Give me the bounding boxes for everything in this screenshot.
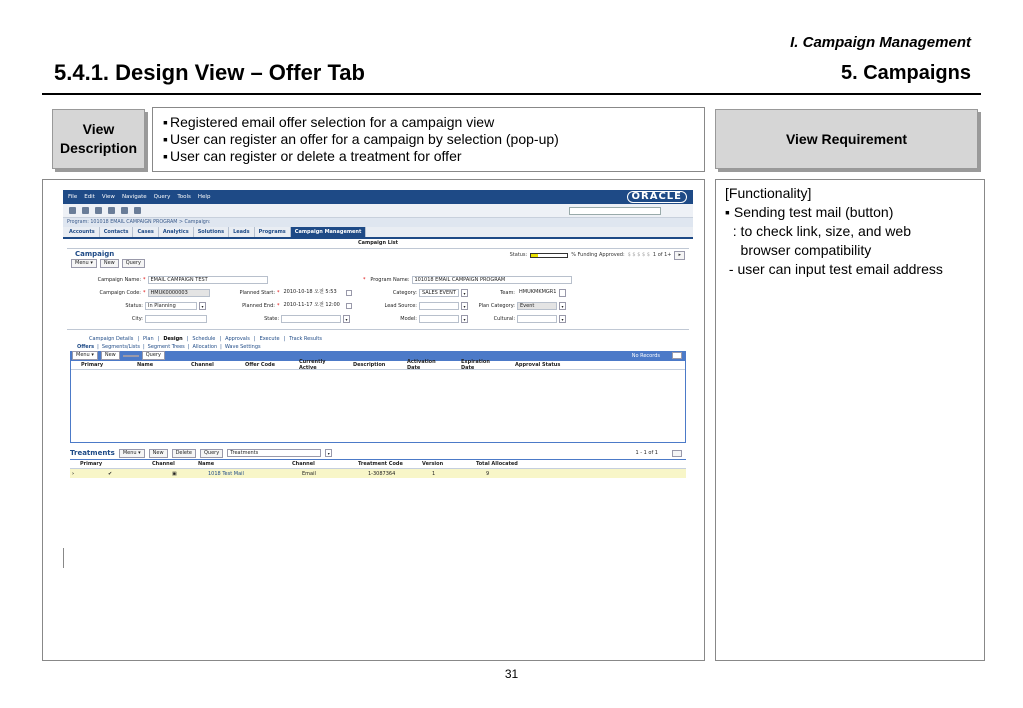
page-number: 31	[504, 667, 519, 681]
column-header[interactable]: Name	[198, 461, 215, 467]
chevron-down-icon[interactable]: ▾	[199, 302, 206, 310]
treatment-version: 1	[432, 470, 436, 477]
view-requirement-box	[715, 109, 978, 169]
menu-file[interactable]: File	[68, 194, 78, 200]
campaign-code-label: Campaign Code:	[99, 290, 141, 296]
city-field	[67, 315, 207, 323]
funding-value: $ $ $ $ $	[627, 252, 650, 258]
subtab-design[interactable]: Design	[163, 335, 183, 342]
subtab-campaign-details[interactable]: Campaign Details	[89, 335, 134, 342]
category-select[interactable]: SALES EVENT	[419, 289, 459, 297]
treatments-select[interactable]: Treatments	[227, 449, 321, 457]
team-input[interactable]: HMUKMKMGR1	[519, 289, 557, 295]
subsection-label: 5. Campaigns	[840, 62, 971, 84]
campaign-code-field: Campaign Code: * HMUK0000003	[67, 289, 210, 297]
record-count: 1 of 1+	[652, 252, 672, 258]
subtab-track-results[interactable]: Track Results	[289, 335, 322, 342]
treatments-delete-button[interactable]: Delete	[172, 449, 196, 458]
offers-disabled-button	[123, 355, 139, 357]
screen-tabs	[63, 227, 693, 239]
column-header[interactable]: Description	[353, 362, 386, 368]
planned-start-label: Planned Start:	[239, 290, 275, 296]
cultural-select[interactable]	[517, 315, 557, 323]
treatments-new-button[interactable]: New	[149, 449, 168, 458]
tab-cases[interactable]: Cases	[133, 227, 158, 237]
city-label: City:	[131, 316, 143, 322]
state-select[interactable]	[281, 315, 341, 323]
tab-analytics[interactable]: Analytics	[159, 227, 194, 237]
description-item: ▪ Registered email offer selection for a campaign view	[163, 114, 704, 131]
column-header[interactable]: Currently Active	[299, 359, 326, 371]
chevron-down-icon[interactable]: ▾	[461, 315, 468, 323]
campaign-code-input: HMUK0000003	[148, 289, 210, 297]
email-channel-icon: ▣	[172, 470, 177, 477]
page-title: 5.4.1. Design View – Offer Tab	[54, 60, 365, 85]
team-label: Team:	[500, 290, 515, 296]
tab-contacts[interactable]: Contacts	[100, 227, 134, 237]
city-input[interactable]	[145, 315, 207, 323]
app-screenshot	[63, 190, 693, 548]
primary-check-icon: ✔	[108, 470, 113, 477]
chevron-down-icon[interactable]: ▾	[325, 449, 332, 457]
menu-help[interactable]: Help	[197, 194, 211, 200]
offers-status: No Records	[631, 352, 660, 359]
undo-icon[interactable]	[108, 207, 115, 214]
design-viewtabs: Offers | Segments/Lists | Segment Trees | Allocation | Wave Settings	[77, 344, 261, 350]
campaign-query-button[interactable]: Query	[122, 259, 145, 268]
oracle-logo: ORACLE	[627, 191, 687, 203]
list-icon[interactable]	[672, 352, 682, 359]
view-description-label: View Description	[59, 121, 137, 156]
campaign-section-title: Campaign	[75, 250, 115, 258]
settings-icon[interactable]	[134, 207, 141, 214]
column-header[interactable]: Name	[137, 362, 154, 368]
chevron-down-icon[interactable]: ▾	[343, 315, 350, 323]
campaign-name-field: Campaign Name: * EMAIL CAMPAIGN TEST	[67, 276, 268, 284]
treatments-title: Treatments	[70, 449, 115, 457]
column-header[interactable]: Expiration Date	[461, 359, 490, 371]
treatments-query-button[interactable]: Query	[200, 449, 223, 458]
column-header[interactable]: Activation Date	[407, 359, 436, 371]
menu-edit[interactable]: Edit	[84, 194, 95, 200]
status-select[interactable]: In Planning	[145, 302, 197, 310]
column-header[interactable]: Total Allocated	[476, 461, 518, 467]
planned-start-input[interactable]: 2010-10-18 오전 5:53	[282, 289, 344, 297]
offers-menu-button[interactable]: Menu ▾	[72, 351, 98, 360]
planned-end-input[interactable]: 2010-11-17 오전 12:00	[282, 302, 344, 310]
program-name-input[interactable]: 101018 EMAIL CAMPAIGN PROGRAM	[412, 276, 572, 284]
subtab-execute[interactable]: Execute	[259, 335, 280, 342]
refresh-icon[interactable]	[121, 207, 128, 214]
treatments-menu-button[interactable]: Menu ▾	[119, 449, 145, 458]
menu-view[interactable]: View	[101, 194, 115, 200]
column-header[interactable]: Channel	[191, 362, 214, 368]
tab-campaign-management[interactable]: Campaign Management	[291, 227, 367, 237]
category-field	[367, 289, 468, 297]
calendar-icon[interactable]	[346, 290, 352, 296]
cultural-label: Cultural:	[493, 316, 515, 322]
lead-source-label: Lead Source:	[384, 303, 417, 309]
treatments-grid	[70, 459, 686, 529]
campaign-subtabs: Campaign Details | Plan | Design | Schedule | Approvals | Execute | Track Results	[89, 335, 322, 342]
chevron-down-icon[interactable]: ▾	[559, 302, 566, 310]
status-bar	[530, 253, 568, 258]
column-header[interactable]: Offer Code	[245, 362, 275, 368]
treatments-grid-header	[70, 460, 686, 469]
requirement-text: [Functionality] ▪ Sending test mail (button) : to check link, size, and web browser compatibility - user can input test email address	[725, 185, 943, 277]
tab-leads[interactable]: Leads	[229, 227, 255, 237]
offers-grid	[70, 360, 686, 443]
tab-programs[interactable]: Programs	[255, 227, 291, 237]
campaign-new-button[interactable]: New	[100, 259, 119, 268]
description-box	[152, 107, 705, 172]
plan-category-select[interactable]: Event	[517, 302, 557, 310]
campaign-list-link[interactable]: Campaign List	[357, 240, 399, 246]
header-divider	[42, 93, 981, 95]
column-header[interactable]: Primary	[80, 461, 103, 467]
model-label: Model:	[400, 316, 417, 322]
description-item: ▪ User can register or delete a treatment for offer	[163, 148, 704, 165]
campaign-menu-button[interactable]: Menu ▾	[71, 259, 97, 268]
status-field-label: Status:	[125, 303, 143, 309]
tab-solutions[interactable]: Solutions	[194, 227, 229, 237]
treatments-count: 1 - 1 of 1	[635, 450, 658, 456]
state-label: State:	[264, 316, 279, 322]
treatment-channel: Email	[302, 470, 316, 477]
section-label: I. Campaign Management	[790, 34, 971, 51]
model-select[interactable]	[419, 315, 459, 323]
menu-tools[interactable]: Tools	[177, 194, 191, 200]
column-header[interactable]: Channel	[292, 461, 315, 467]
row-selector-icon: ›	[72, 470, 75, 477]
subtab-schedule[interactable]: Schedule	[192, 335, 216, 342]
offers-grid-header	[71, 361, 685, 370]
campaign-name-label: Campaign Name:	[97, 277, 141, 283]
subtab-plan[interactable]: Plan	[143, 335, 154, 342]
plan-category-field	[475, 302, 566, 310]
category-label: Category:	[392, 290, 417, 296]
menu-query[interactable]: Query	[153, 194, 171, 200]
model-field	[367, 315, 468, 323]
column-header[interactable]: Treatment Code	[358, 461, 403, 467]
campaign-form	[67, 268, 689, 330]
planned-end-label: Planned End:	[242, 303, 275, 309]
viewtab-segments[interactable]: Segments/Lists	[101, 344, 140, 350]
planned-end-field: Planned End: * 2010-11-17 오전 12:00	[229, 302, 352, 310]
menu-bar	[63, 190, 693, 204]
plan-category-label: Plan Category:	[478, 303, 515, 309]
team-field	[475, 289, 566, 297]
find-icon[interactable]	[82, 207, 89, 214]
viewtab-segment-trees[interactable]: Segment Trees	[147, 344, 185, 350]
description-item: ▪ User can register an offer for a campaign by selection (pop-up)	[163, 131, 704, 148]
chevron-down-icon[interactable]: ▾	[559, 315, 566, 323]
queries-select[interactable]	[569, 207, 661, 215]
treatment-code: 1-3087364	[368, 470, 396, 477]
breadcrumb[interactable]: Program: 101018 EMAIL CAMPAIGN PROGRAM > Campaign:	[63, 218, 693, 227]
status-area	[510, 250, 685, 260]
viewtab-allocation[interactable]: Allocation	[192, 344, 218, 350]
offers-query-button[interactable]: Query	[142, 351, 165, 360]
view-requirement-label: View Requirement	[785, 130, 908, 147]
calendar-icon[interactable]	[346, 303, 352, 309]
print-icon[interactable]	[69, 207, 76, 214]
list-icon[interactable]	[672, 450, 682, 457]
chevron-down-icon[interactable]: ▾	[461, 289, 468, 297]
next-record-button[interactable]: ▸	[674, 251, 685, 260]
program-name-field: * Program Name: 101018 EMAIL CAMPAIGN PROGRAM	[363, 276, 572, 284]
column-header[interactable]: Primary	[81, 362, 104, 368]
save-icon[interactable]	[95, 207, 102, 214]
planned-start-field: Planned Start: * 2010-10-18 오전 5:53	[229, 289, 352, 297]
campaign-name-input[interactable]: EMAIL CAMPAIGN TEST	[148, 276, 268, 284]
treatment-allocated: 9	[486, 470, 490, 477]
chevron-down-icon[interactable]: ▾	[461, 302, 468, 310]
select-icon[interactable]	[559, 289, 566, 297]
state-field	[229, 315, 350, 323]
lead-source-select[interactable]	[419, 302, 459, 310]
treatment-name[interactable]: 1018 Test Mail	[208, 470, 244, 477]
funding-label: % Funding Approved:	[571, 252, 625, 258]
table-row[interactable]	[70, 469, 686, 478]
viewtab-wave-settings[interactable]: Wave Settings	[224, 344, 261, 350]
tab-accounts[interactable]: Accounts	[65, 227, 100, 237]
offers-new-button[interactable]: New	[101, 351, 120, 360]
menu-navigate[interactable]: Navigate	[121, 194, 147, 200]
toolbar	[63, 204, 693, 218]
column-header[interactable]: Version	[422, 461, 444, 467]
lead-source-field	[367, 302, 468, 310]
status-label: Status:	[509, 252, 528, 258]
campaign-section-header	[67, 248, 689, 258]
viewtab-offers[interactable]: Offers	[77, 344, 95, 350]
cultural-field	[475, 315, 566, 323]
column-header[interactable]: Channel	[152, 461, 175, 467]
column-header[interactable]: Approval Status	[515, 362, 561, 368]
treatments-header	[70, 447, 686, 459]
offers-toolbar	[70, 351, 686, 360]
program-name-label: Program Name:	[370, 277, 410, 283]
status-field	[67, 302, 206, 310]
subtab-approvals[interactable]: Approvals	[225, 335, 250, 342]
view-description-box	[52, 109, 145, 169]
